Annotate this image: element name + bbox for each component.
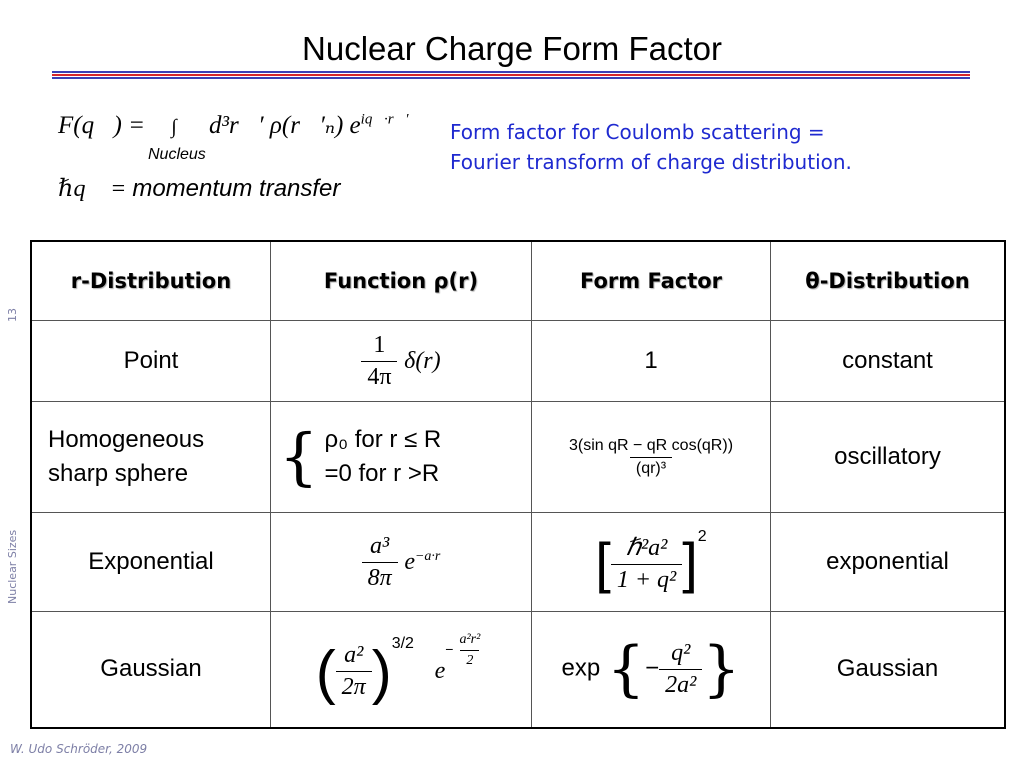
header-form-factor: Form Factor: [532, 241, 771, 321]
formula-integrand: d³r⃗′ ρ(r⃗′ₙ) e: [208, 112, 361, 139]
note-line-2: Fourier transform of charge distribution.: [450, 150, 852, 174]
integral-subscript: Nucleus: [148, 146, 206, 163]
function-cell: $\frac{1}{4\pi}$ δ(r): [271, 321, 532, 402]
exponent-fraction: $\frac{\text{a²r²}}{2}$: [459, 632, 481, 669]
fraction: $\frac{1}{4\pi}$: [361, 332, 397, 391]
table-header-row: [31, 241, 1005, 321]
slide-title: Nuclear Charge Form Factor: [302, 30, 722, 67]
momentum-transfer-formula: [58, 174, 340, 203]
function-cell: { ρ₀ for r ≤ R =0 for r >R: [271, 402, 532, 513]
title-underline: [52, 70, 970, 82]
fraction: $\frac{\text{3(sin qR − qR cos(qR))}}{\text{(qr)³}}$: [568, 436, 734, 477]
side-page-number: 13: [6, 308, 19, 322]
side-section-label: Nuclear Sizes: [6, 529, 19, 604]
distribution-cell: Point: [31, 321, 271, 402]
form-factor-table: [30, 240, 1006, 729]
theta-cell: exponential: [771, 513, 1006, 612]
header-r-distribution: r-Distribution: [31, 241, 271, 321]
table-row-gaussian: [31, 612, 1005, 728]
fraction: $\frac{\text{q²}}{\text{2a²}}$: [659, 640, 702, 699]
form-factor-cell: 1: [532, 321, 771, 402]
theta-cell: Gaussian: [771, 612, 1006, 728]
note-line-1: Form factor for Coulomb scattering =: [450, 120, 825, 144]
fraction: $\frac{\text{a²}}{2\pi}$: [336, 642, 372, 701]
table-row-exponential: [31, 513, 1005, 612]
momentum-lhs: ℏq⃗ =: [58, 176, 127, 202]
form-factor-cell: exp {− $\frac{\text{q²}}{\text{2a²}}$ }: [532, 612, 771, 728]
form-factor-formula: [58, 110, 409, 140]
theta-cell: oscillatory: [771, 402, 1006, 513]
fraction: $\frac{\text{ℏ²a²}}{\text{1 + q²}}$: [611, 533, 682, 594]
distribution-cell: Exponential: [31, 513, 271, 612]
brace: {: [279, 420, 319, 493]
form-factor-cell: [ $\frac{\text{ℏ²a²}}{\text{1 + q²}}$ ]$^2$: [532, 513, 771, 612]
formula-note: [450, 117, 852, 177]
momentum-text: momentum transfer: [132, 175, 341, 202]
integral-sign: ∫: [171, 116, 177, 138]
header-theta-distribution: θ-Distribution: [771, 241, 1006, 321]
distribution-cell: Gaussian: [31, 612, 271, 728]
header-function: Function ρ(r): [271, 241, 532, 321]
formula-exponent: iq⃗·r⃗′: [360, 111, 409, 128]
distribution-cell: Homogeneous sharp sphere: [31, 402, 271, 513]
footer-credit: W. Udo Schröder, 2009: [10, 742, 148, 756]
function-cell: ( $\frac{\text{a²}}{2\pi}$ )$^{3/2}$ $e^{- \frac{\text{a²r²}}{2}}$: [271, 612, 532, 728]
theta-cell: constant: [771, 321, 1006, 402]
function-cell: $\frac{\text{a³}}{8\pi}$ $e^{-a\cdot r}$: [271, 513, 532, 612]
fraction: $\frac{\text{a³}}{8\pi}$: [362, 533, 398, 592]
form-factor-cell: [532, 402, 771, 513]
formula-lhs: F(q⃗) =: [58, 112, 145, 139]
table-row-homogeneous: [31, 402, 1005, 513]
table-row-point: [31, 321, 1005, 402]
